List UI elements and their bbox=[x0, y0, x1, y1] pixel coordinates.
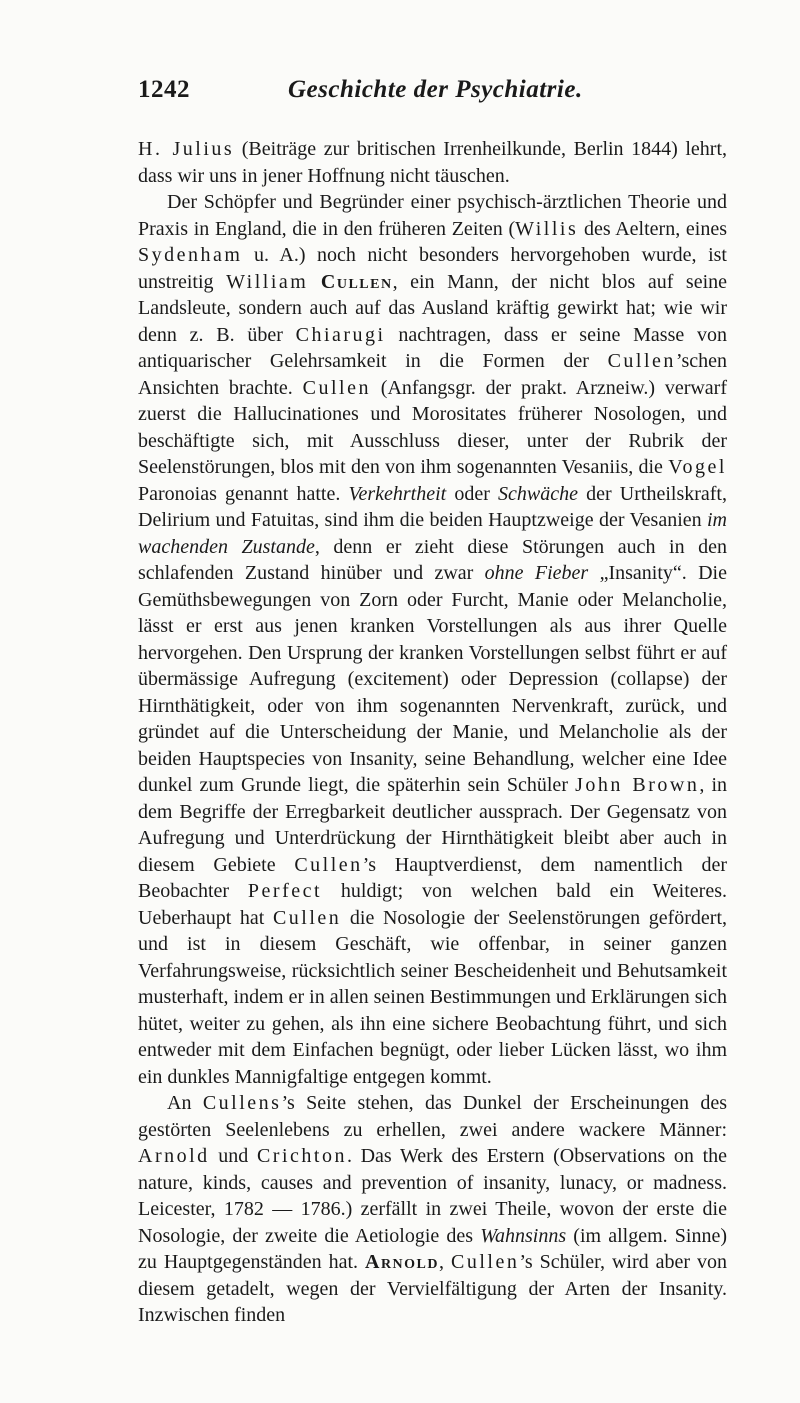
spaced-name: Willis bbox=[515, 217, 579, 240]
paragraph bbox=[138, 136, 727, 189]
italic-term: ohne Fieber bbox=[484, 562, 589, 584]
spaced-name: John Brown bbox=[575, 774, 700, 796]
text-run: , in dem Begriffe der Erregbarkeit deutlicher aussprach. Der Gegensatz von Aufregung und Unterdrückung der Hirnthätigkeit bleibt aber auch in diesem Gebiete bbox=[138, 774, 728, 876]
text-run: des Aeltern, eines bbox=[578, 217, 727, 240]
spaced-name: Cullens bbox=[202, 1092, 282, 1114]
text-run: , bbox=[439, 1251, 451, 1273]
text-run: (Beiträge zur britischen Irrenheilkunde, Berlin 1844) lehrt, dass wir uns in jener Hoffnung nicht täuschen. bbox=[138, 138, 728, 187]
spaced-name: William bbox=[226, 270, 309, 293]
page-header bbox=[138, 76, 728, 110]
spaced-name: Cullen bbox=[302, 376, 371, 399]
italic-term: Verkehrtheit bbox=[348, 482, 447, 505]
text-run: ’s Seite stehen, das Dunkel der Erscheinungen des gestörten Seelenlebens zu erhellen, zwei andere wackere Männer: bbox=[138, 1092, 727, 1141]
italic-term: Wahnsinns bbox=[480, 1224, 567, 1247]
body-text bbox=[138, 136, 727, 1329]
text-run bbox=[308, 271, 321, 293]
text-run: (im allgem. Sinne) zu Hauptgegenständen hat. bbox=[138, 1224, 727, 1273]
text-run: ’s Schüler, wird aber von diesem getadelt, wegen der Vervielfältigung der Arten der Insanity. Inzwischen finden bbox=[138, 1251, 727, 1326]
spaced-name: Cullen bbox=[607, 350, 676, 372]
spaced-name: Sydenham bbox=[138, 244, 243, 266]
paragraph bbox=[138, 189, 727, 1090]
text-run: oder bbox=[446, 482, 499, 505]
spaced-name: Chiarugi bbox=[295, 323, 386, 346]
spaced-name: Crichton bbox=[256, 1145, 347, 1167]
spaced-name: Cullen bbox=[294, 853, 363, 876]
text-run: und bbox=[209, 1145, 257, 1167]
spaced-name: Arnold bbox=[138, 1145, 210, 1167]
text-run: u. A.) noch nicht besonders hervorgehoben wurde, ist unstreitig bbox=[138, 244, 727, 293]
italic-term: Schwäche bbox=[498, 482, 578, 505]
text-run: (Anfangsgr. der prakt. Arzneiw.) verwarf zuerst die Hallucinationes und Morositates früherer Nosologen, und beschäftigte sich, mit Ausschluss dieser, unter der Rubrik der Seelenstörungen, blos mit den von ihm sogenannten Vesaniis, die bbox=[138, 376, 727, 478]
text-run: . Das Werk des Erstern (Observations on the nature, kinds, causes and prevention of insanity, lunacy, or madness. Leicester, 1782 — 1786.) zerfällt in zwei Theile, wovon der erste die Nosologie, der zweite die Aetiologie des bbox=[138, 1145, 728, 1247]
text-run: An bbox=[167, 1092, 203, 1114]
spaced-name: Cullen bbox=[272, 906, 342, 929]
text-run: ’schen Ansichten brachte. bbox=[138, 350, 727, 399]
text-run: der Urtheilskraft, Delirium und Fatuitas, sind ihm die beiden Hauptzweige der Vesanien bbox=[138, 482, 727, 531]
spaced-name: Vogel bbox=[668, 456, 727, 478]
text-run: nachtragen, dass er seine Masse von antiquarischer Gelehrsamkeit in die Formen der bbox=[138, 323, 727, 372]
page-number: 1242 bbox=[138, 76, 190, 103]
running-title: Geschichte der Psychiatrie. bbox=[288, 76, 583, 103]
text-run: , denn er zieht diese Störungen auch in den schlafenden Zustand hinüber und zwar bbox=[138, 535, 727, 584]
text-run: Der Schöpfer und Begründer einer psychisch-ärztlichen Theorie und Praxis in England, die in den früheren Zeiten ( bbox=[138, 191, 727, 240]
text-run: huldigt; von welchen bald ein Weiteres. Ueberhaupt hat bbox=[138, 880, 727, 929]
small-caps-name: Cullen bbox=[320, 270, 393, 293]
text-run: , ein Mann, der nicht blos auf seine Landsleute, sondern auch auf das Ausland kräftig gewirkt hat; wie wir denn z. B. über bbox=[138, 270, 727, 346]
spaced-name: Cullen bbox=[451, 1251, 520, 1273]
spaced-name: Perfect bbox=[247, 880, 323, 902]
paragraph bbox=[138, 1090, 727, 1329]
text-run: Paronoias genannt hatte. bbox=[138, 482, 349, 505]
small-caps-name: Arnold bbox=[365, 1251, 440, 1273]
text-run: „Insanity“. Die Gemüthsbewegungen von Zorn oder Furcht, Manie oder Melancholie, lässt er erst aus jenen kranken Vorstellungen als aus ihrer Quelle hervorgehen. Den Ursprung der kranken Vorstellungen selbst führt er auf übermässige Aufregung (excitement) oder Depression (collapse) der Hirnthätigkeit, oder von ihm sogenannten Nervenkraft, zurück, und gründet auf die Unterscheidung der Manie, und Melancholie als der beiden Hauptspecies von Insanity, seine Behandlung, welcher eine Idee dunkel zum Grunde liegt, die späterhin sein Schüler bbox=[138, 562, 727, 796]
spaced-name: H. Julius bbox=[138, 138, 235, 160]
italic-term: im wachenden Zustande bbox=[138, 509, 727, 558]
text-run: ’s Hauptverdienst, dem namentlich der Beobachter bbox=[138, 853, 727, 902]
text-run: die Nosologie der Seelenstörungen gefördert, und ist in diesem Geschäft, wie offenbar, in seiner ganzen Verfahrungsweise, rücksichtlich seiner Bescheidenheit und Behutsamkeit musterhaft, indem er in allen seinen Bestimmungen und Erklärungen sich hütet, weiter zu gehen, als ihn eine sichere Beobachtung führt, und sich entweder mit dem Einfachen begnügt, oder lieber Lücken lässt, wo ihm ein dunkles Mannigfaltige entgegen kommt. bbox=[138, 906, 727, 1088]
